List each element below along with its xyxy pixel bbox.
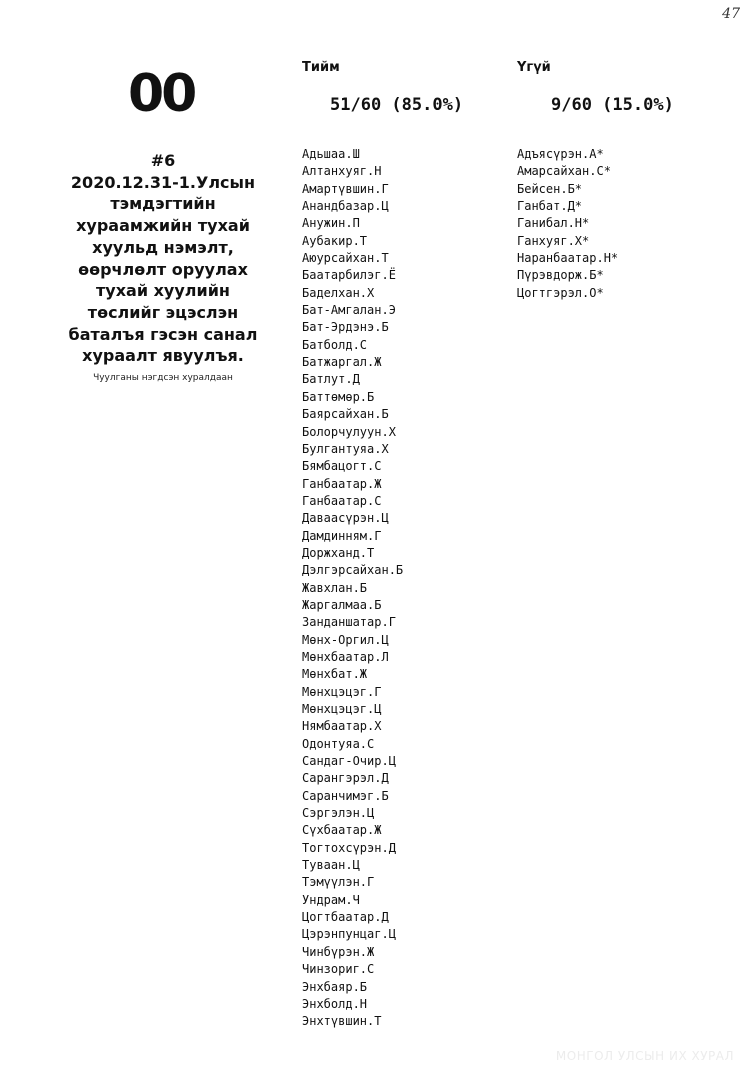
yes-voter-name: Чинзориг.С bbox=[302, 962, 375, 977]
yes-voter-name: Ундрам.Ч bbox=[302, 892, 360, 907]
yes-voter-name: Цэрэнпунцаг.Ц bbox=[302, 927, 396, 942]
yes-voter-name: Алтанхуяг.Н bbox=[302, 164, 382, 179]
yes-voter-name: Одонтуяа.С bbox=[302, 736, 375, 751]
yes-voter-name: Баттөмөр.Б bbox=[302, 389, 375, 404]
no-voter-name: Цогтгэрэл.О* bbox=[517, 285, 604, 300]
yes-voter-name: Батболд.С bbox=[302, 337, 368, 352]
yes-voter-name: Анандбазар.Ц bbox=[302, 199, 389, 214]
no-voter-name: Ганбат.Д* bbox=[517, 199, 583, 214]
session-number: 00 bbox=[128, 64, 195, 124]
no-voter-name: Ганхуяг.Х* bbox=[517, 233, 590, 248]
item-number: #6 bbox=[150, 151, 176, 170]
yes-voter-name: Жаргалмаа.Б bbox=[302, 597, 382, 612]
yes-voter-name: Баярсайхан.Б bbox=[302, 407, 389, 422]
yes-voter-name: Аубакир.Т bbox=[302, 233, 368, 248]
no-voter-list bbox=[517, 146, 618, 302]
yes-voter-name: Адьшаа.Ш bbox=[302, 147, 360, 161]
yes-voter-name: Тэмүүлэн.Г bbox=[302, 875, 375, 890]
no-voter-name: Амарсайхан.С* bbox=[517, 164, 611, 179]
yes-voter-name: Булгантуяа.Х bbox=[302, 441, 389, 456]
yes-voter-name: Сарангэрэл.Д bbox=[302, 771, 389, 786]
yes-voter-name: Мөнхбаатар.Л bbox=[302, 649, 389, 664]
page-number: 47 bbox=[722, 6, 740, 22]
yes-voter-name: Баделхан.Х bbox=[302, 285, 375, 300]
yes-voter-name: Тогтохсүрэн.Д bbox=[302, 840, 396, 855]
yes-voter-name: Энхболд.Н bbox=[302, 996, 368, 1011]
yes-voter-name: Мөнхцэцэг.Г bbox=[302, 684, 382, 699]
yes-voter-name: Жавхлан.Б bbox=[302, 580, 368, 595]
no-voter-name: Пүрэвдорж.Б* bbox=[517, 268, 604, 283]
meeting-type: Чуулганы нэгдсэн хуралдаан bbox=[93, 373, 233, 384]
yes-voter-name: Батжаргал.Ж bbox=[302, 355, 382, 370]
no-voter-name: Наранбаатар.Н* bbox=[517, 251, 619, 266]
yes-voter-name: Доржханд.Т bbox=[302, 545, 375, 560]
yes-voter-name: Мөнх-Оргил.Ц bbox=[302, 632, 389, 647]
yes-voter-name: Ганбаатар.Ж bbox=[302, 476, 382, 491]
watermark: МОНГОЛ УЛСЫН ИХ ХУРАЛ bbox=[555, 1049, 734, 1063]
yes-voter-name: Ганбаатар.С bbox=[302, 493, 382, 508]
yes-voter-name: Бямбацогт.С bbox=[302, 459, 382, 474]
no-voter-name: Ганибал.Н* bbox=[517, 216, 590, 231]
yes-column bbox=[302, 60, 502, 1029]
yes-voter-name: Нямбаатар.Х bbox=[302, 719, 382, 734]
no-voter-name: Адъясүрэн.А* bbox=[517, 147, 604, 161]
yes-voter-name: Цогтбаатар.Д bbox=[302, 910, 389, 925]
motion-title: 2020.12.31-1.Улсын тэмдэгтийн хураамжийн тухай хуульд нэмэлт, өөрчлөлт оруулах тухай хуулийн төслийг эцэслэн баталъя гэсэн санал хураалт явуулъя. bbox=[68, 172, 258, 366]
yes-voter-name: Бат-Эрдэнэ.Б bbox=[302, 320, 389, 335]
yes-voter-name: Сүхбаатар.Ж bbox=[302, 823, 382, 838]
yes-voter-name: Дэлгэрсайхан.Б bbox=[302, 563, 404, 578]
yes-voter-name: Саранчимэг.Б bbox=[302, 788, 389, 803]
yes-voter-name: Сэргэлэн.Ц bbox=[302, 806, 375, 821]
yes-voter-list bbox=[302, 146, 403, 1031]
no-header: Үгүй bbox=[517, 60, 551, 75]
yes-voter-name: Батлут.Д bbox=[302, 372, 360, 387]
yes-voter-name: Сандаг-Очир.Ц bbox=[302, 754, 396, 769]
yes-header: Тийм bbox=[302, 60, 340, 75]
yes-voter-name: Занданшатар.Г bbox=[302, 615, 396, 630]
yes-voter-name: Чинбүрэн.Ж bbox=[302, 944, 375, 959]
yes-voter-name: Баатарбилэг.Ё bbox=[302, 268, 396, 283]
yes-voter-name: Энхбаяр.Б bbox=[302, 979, 368, 994]
yes-voter-name: Амартүвшин.Г bbox=[302, 181, 389, 196]
no-tally: 9/60 (15.0%) bbox=[551, 95, 674, 115]
yes-voter-name: Мөнхцэцэг.Ц bbox=[302, 702, 382, 716]
no-voter-name: Бейсен.Б* bbox=[517, 181, 583, 196]
yes-voter-name: Мөнхбат.Ж bbox=[302, 667, 368, 682]
yes-voter-name: Аюурсайхан.Т bbox=[302, 251, 389, 266]
yes-voter-name: Энхтүвшин.Т bbox=[302, 1014, 382, 1029]
yes-voter-name: Бат-Амгалан.Э bbox=[302, 303, 396, 318]
no-column bbox=[517, 60, 717, 300]
yes-voter-name: Даваасүрэн.Ц bbox=[302, 511, 389, 526]
yes-voter-name: Болорчулуун.Х bbox=[302, 424, 396, 439]
motion-block bbox=[62, 150, 264, 383]
yes-voter-name: Туваан.Ц bbox=[302, 858, 360, 873]
yes-tally: 51/60 (85.0%) bbox=[330, 95, 464, 115]
yes-voter-name: Дамдинням.Г bbox=[302, 528, 382, 543]
yes-voter-name: Анужин.П bbox=[302, 216, 360, 231]
